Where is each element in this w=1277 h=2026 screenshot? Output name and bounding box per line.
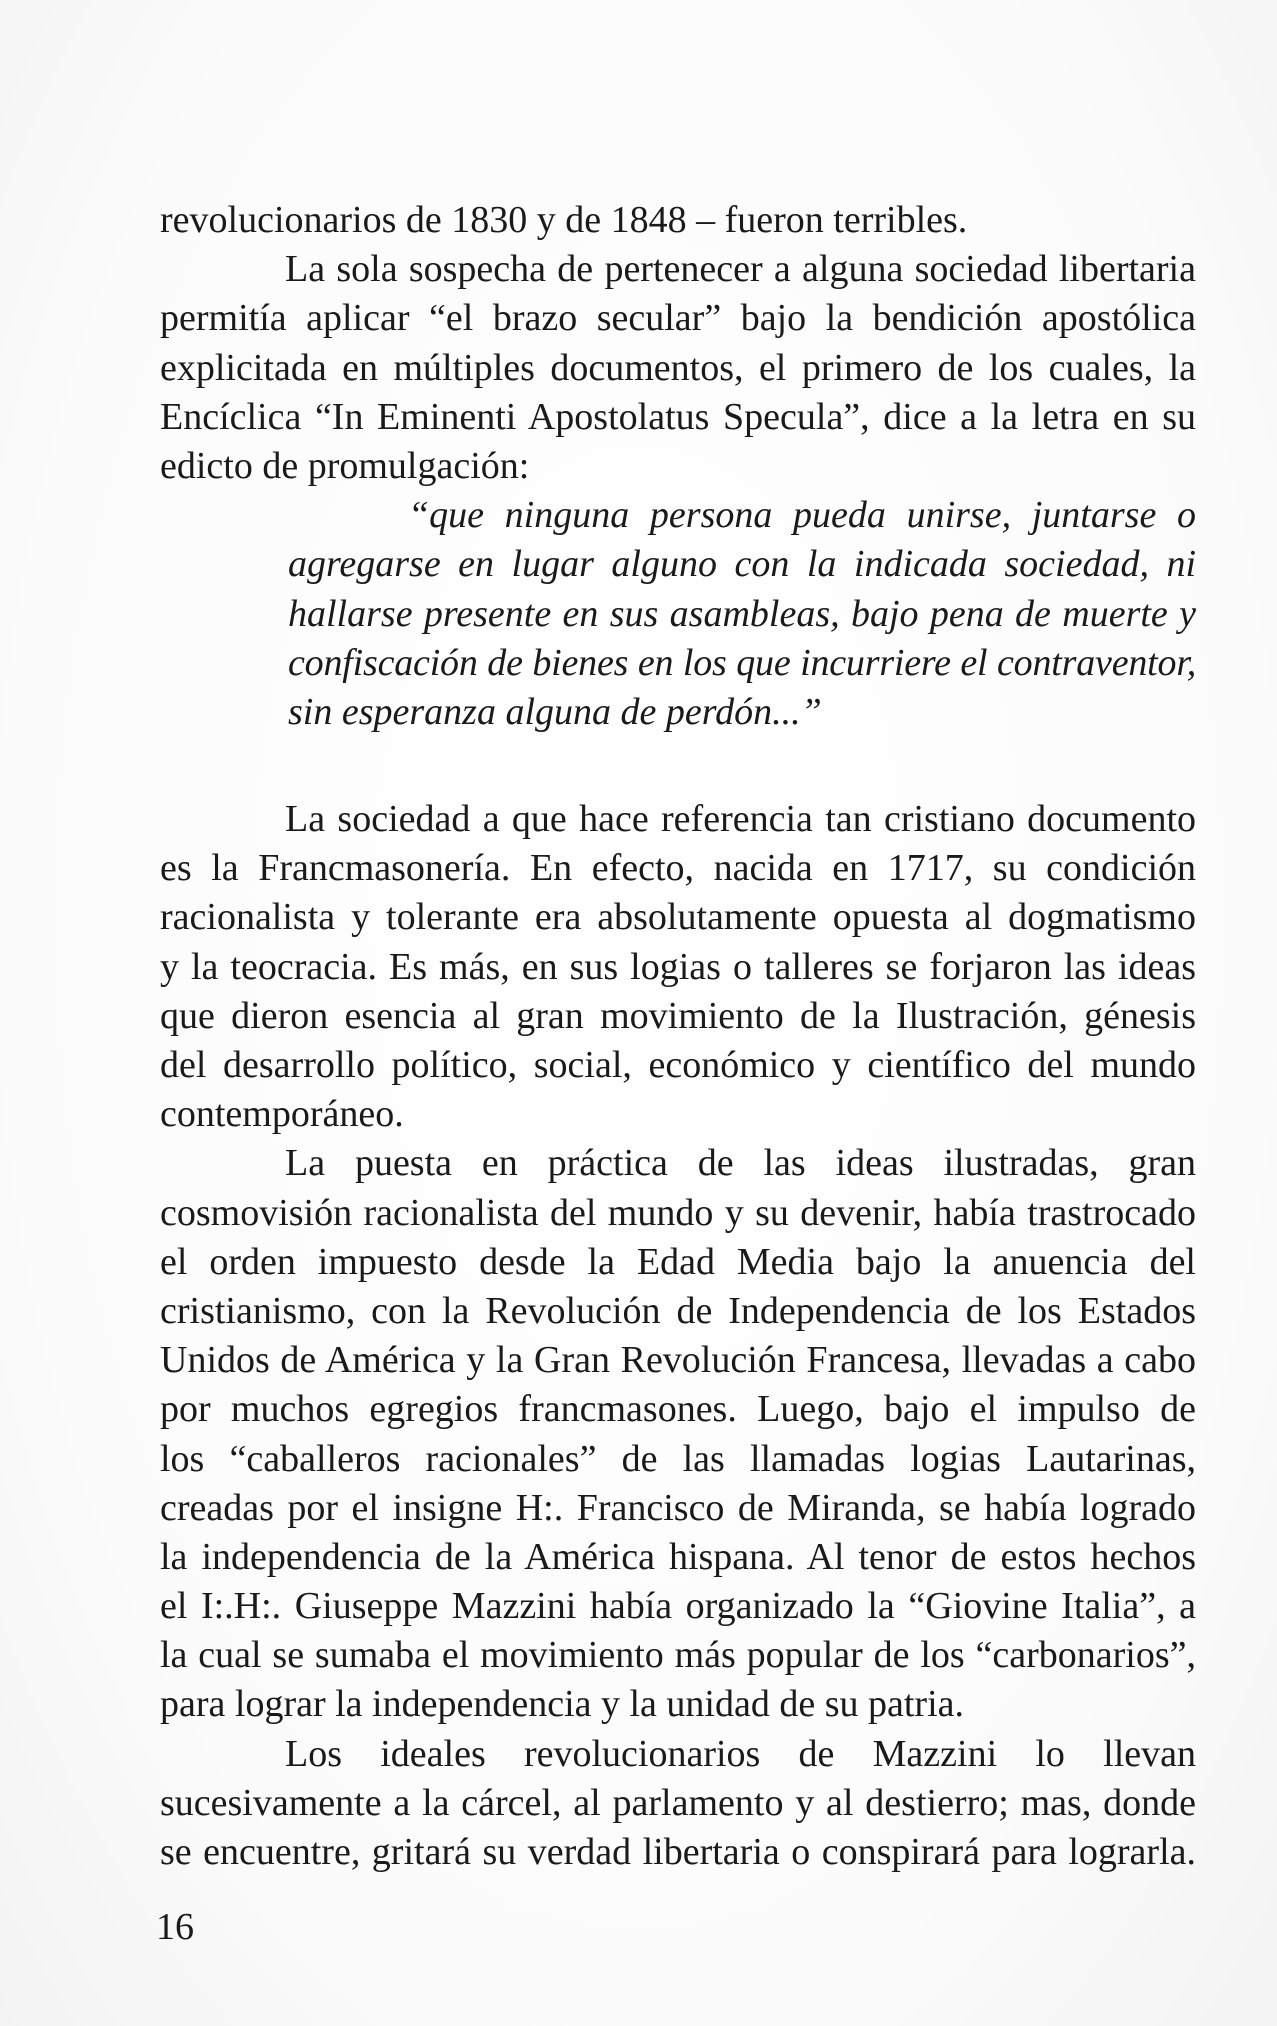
text-line: se encuentre, gritará su verdad libertaria o conspirará para lograrla. [160, 1831, 1196, 1873]
quote-line: hallarse presente en sus asambleas, bajo pena de muerte y [288, 592, 1196, 635]
text-line: el orden impuesto desde la Edad Media bajo la anuencia del [160, 1240, 1196, 1283]
text-line: es la Francmasonería. En efecto, nacida en 1717, su condición [160, 847, 1196, 890]
quote-line: “que ninguna persona pueda unirse, juntarse o [408, 494, 1196, 537]
text-line: el I:.H:. Giuseppe Mazzini había organizado la “Giovine Italia”, a [160, 1585, 1196, 1628]
text-line: edicto de promulgación: [160, 444, 530, 487]
text-line: La sociedad a que hace referencia tan cristiano documento [285, 798, 1196, 841]
page-number: 16 [156, 1906, 194, 1948]
paragraph-francmasoneria [160, 795, 1196, 1139]
paragraph-sospecha [160, 245, 1196, 491]
text-line: explicitada en múltiples documentos, el primero de los cuales, la [160, 346, 1196, 389]
text-line: creadas por el insigne H:. Francisco de Miranda, se había logrado [160, 1486, 1196, 1529]
body-text [160, 196, 1196, 1877]
text-line: la cual se sumaba el movimiento más popular de los “carbonarios”, [160, 1634, 1196, 1677]
text-line: que dieron esencia al gran movimiento de la Ilustración, génesis [160, 994, 1196, 1037]
text-line: los “caballeros racionales” de las llamadas logias Lautarinas, [160, 1437, 1196, 1480]
text-line: Unidos de América y la Gran Revolución Francesa, llevadas a cabo [160, 1339, 1196, 1382]
text-line: por muchos egregios francmasones. Luego, bajo el impulso de [160, 1388, 1196, 1431]
paragraph-ilustracion [160, 1139, 1196, 1729]
paragraph-mazzini [160, 1730, 1196, 1878]
quote-line: sin esperanza alguna de perdón...” [288, 690, 822, 733]
text-line: Los ideales revolucionarios de Mazzini lo llevan [285, 1732, 1196, 1775]
text-line: racionalista y tolerante era absolutamente opuesta al dogmatismo [160, 896, 1196, 939]
text-line: contemporáneo. [160, 1093, 404, 1136]
text-line: del desarrollo político, social, económico y científico del mundo [160, 1044, 1196, 1086]
text-line: la independencia de la América hispana. Al tenor de estos hechos [160, 1535, 1196, 1578]
text-line: cosmovisión racionalista del mundo y su devenir, había trastrocado [160, 1191, 1196, 1234]
block-quote [160, 491, 1196, 737]
text-line: La puesta en práctica de las ideas ilustradas, gran [285, 1142, 1196, 1185]
text-line: cristianismo, con la Revolución de Independencia de los Estados [160, 1289, 1196, 1332]
text-line: Encíclica “In Eminenti Apostolatus Specula”, dice a la letra en su [160, 395, 1196, 438]
text-line: permitía aplicar “el brazo secular” bajo la bendición apostólica [160, 297, 1196, 340]
quote-line: confiscación de bienes en los que incurriere el contraventor, [288, 641, 1196, 684]
text-line: para lograr la independencia y la unidad de su patria. [160, 1683, 964, 1726]
text-line: sucesivamente a la cárcel, al parlamento y al destierro; mas, donde [160, 1781, 1196, 1824]
text-line: y la teocracia. Es más, en sus logias o talleres se forjaron las ideas [160, 945, 1196, 988]
quote-line: agregarse en lugar alguno con la indicada sociedad, ni [288, 543, 1196, 586]
intro-line: revolucionarios de 1830 y de 1848 – fueron terribles. [160, 199, 968, 241]
text-line: La sola sospecha de pertenecer a alguna sociedad libertaria [285, 248, 1196, 291]
paragraph-gap [160, 737, 1196, 795]
